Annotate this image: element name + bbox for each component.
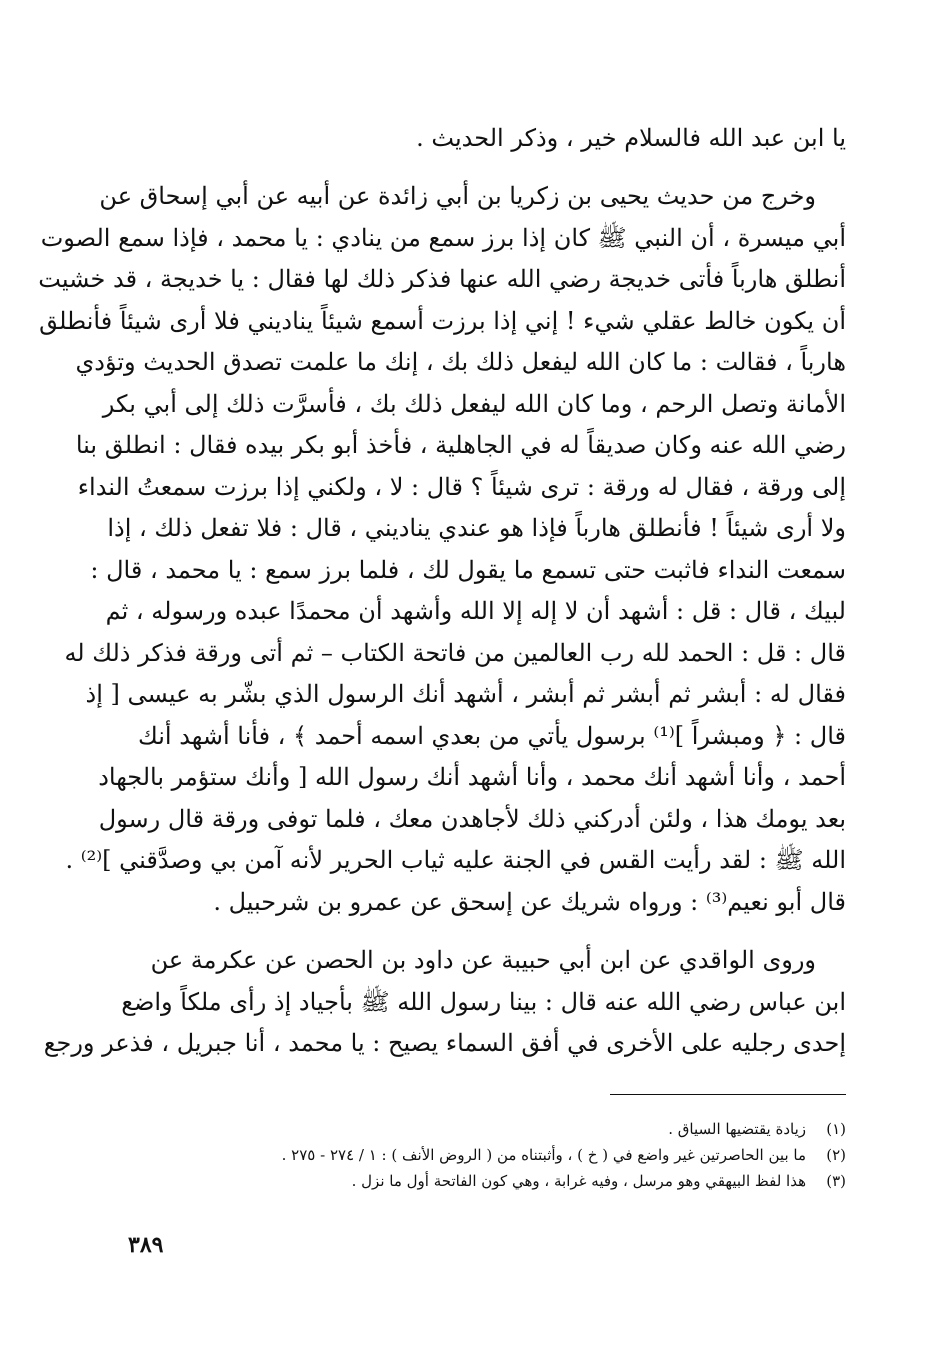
text-line: رضي الله عنه وكان صديقاً له في الجاهلية ، فأخذ أبو بكر بيده فقال : انطلق بنا [75,431,846,459]
text-line: قال : ﴿ ومبشراً ]⁽¹⁾ برسول يأتي من بعدي اسمه أحمد ﴾ ، فأنا أشهد أنك [138,721,846,750]
text-line: إحدى رجليه على الأخرى في أفق السماء يصيح : يا محمد ، أنا جبريل ، فذعر ورجع [43,1029,846,1057]
footnote-number: (٣) [826,1172,846,1190]
footnotes [150,1116,846,1194]
paragraph-2 [38,176,846,923]
text-line: يا ابن عبد الله فالسلام خير ، وذكر الحديث . [416,124,846,152]
text-line: أن يكون خالط عقلي شيء ! إني إذا برزت أسمع شيئاً يناديني فلا أرى شيئاً فأنطلق [39,306,846,335]
footnote-separator [610,1094,846,1095]
text-line: إلى ورقة ، فقال له ورقة : ترى شيئاً ؟ قال : لا ، ولكني إذا برزت سمعتُ النداء [77,472,846,501]
page-number: ٣٨٩ [128,1232,164,1258]
text-line: أحمد ، وأنا أشهد أنك محمد ، وأنا أشهد أنك رسول الله [ وأنك ستؤمر بالجهاد [98,763,846,791]
footnote-number: (٢) [826,1146,846,1164]
text-line: وخرج من حديث يحيى بن زكريا بن أبي زائدة عن أبيه عن أبي إسحاق عن [99,182,816,210]
text-line: الله ﷺ : لقد رأيت القس في الجنة عليه ثياب الحرير لأنه آمن بي وصدَّقني ]⁽²⁾ . [65,846,846,874]
paragraph-1 [128,118,846,160]
footnote-text: ما بين الحاصرتين غير واضع في ( خ ) ، وأثبتناه من ( الروض الأنف ) : ١ / ٢٧٤ - ٢٧٥ . [281,1146,806,1164]
text-line: ابن عباس رضي الله عنه قال : بينا رسول الله ﷺ بأجياد إذ رأى ملكاً واضع [121,987,846,1016]
text-line: سمعت النداء فاثبت حتى تسمع ما يقول لك ، فلما برز سمع : يا محمد ، قال : [90,555,846,584]
footnote-text: زيادة يقتضيها السياق . [668,1120,806,1138]
footnote-1 [150,1116,846,1142]
text-line: ولا أرى شيئاً ! فأنطلق هارباً فإذا هو عندي يناديني ، قال : فلا تفعل ذلك ، إذا [107,514,846,542]
footnote-3 [150,1168,846,1194]
text-line: هارباً ، فقالت : ما كان الله ليفعل ذلك بك ، إنك ما علمت تصدق الحديث وتؤدي [75,348,846,376]
footnote-text: هذا لفظ البيهقي وهو مرسل ، وفيه غرابة ، وهي كون الفاتحة أول ما نزل . [351,1172,806,1190]
text-line: قال أبو نعيم⁽³⁾ : ورواه شريك عن إسحق عن عمرو بن شرحبيل . [213,887,846,916]
text-line: بعد يومك هذا ، ولئن أدركني ذلك لأجاهدن معك ، فلما توفى ورقة قال رسول [98,804,846,833]
text-line: لبيك ، قال : قل : أشهد أن لا إله إلا الله وأشهد أن محمدًا عبده ورسوله ، ثم [105,597,846,625]
paragraph-3 [43,940,846,1065]
text-line: أنطلق هارباً فأتى خديجة رضي الله عنها فذكر ذلك لها فقال : يا خديجة ، قد خشيت [38,265,846,293]
text-line: الأمانة وتصل الرحم ، وما كان الله ليفعل ذلك بك ، فأسرَّت ذلك إلى أبي بكر [102,389,846,418]
footnote-number: (١) [826,1120,846,1138]
footnote-2 [150,1142,846,1168]
text-line: فقال له : أبشر ثم أبشر ثم أبشر ، أشهد أنك الرسول الذي بشّر به عيسى [ إذ [85,680,846,708]
text-line: قال : قل : الحمد لله رب العالمين من فاتحة الكتاب – ثم أتى ورقة فذكر ذلك له [64,638,846,667]
text-line: أبي ميسرة ، أن النبي ﷺ كان إذا برز سمع من ينادي : يا محمد ، فإذا سمع الصوت [40,223,846,252]
text-line: وروى الواقدي عن ابن أبي حبيبة عن داود بن الحصن عن عكرمة عن [150,946,816,974]
